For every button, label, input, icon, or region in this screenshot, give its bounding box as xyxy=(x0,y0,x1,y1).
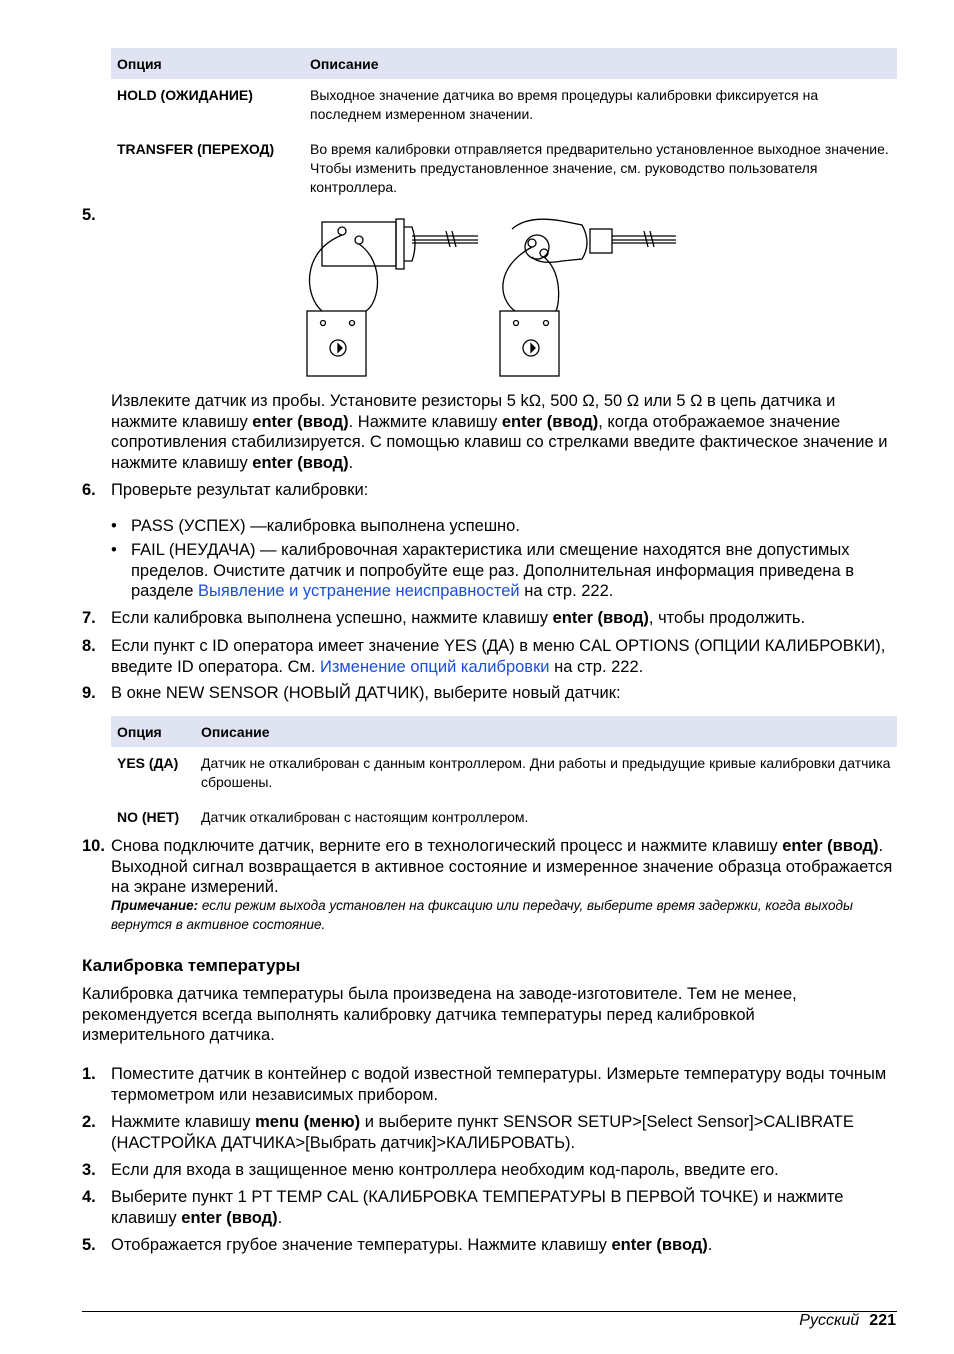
table-row xyxy=(111,133,897,206)
step-number: 2. xyxy=(82,1113,96,1131)
step-number: 9. xyxy=(82,684,96,702)
footer-divider xyxy=(82,1311,897,1312)
page-footer xyxy=(799,1312,896,1330)
table-header xyxy=(111,716,897,747)
step-9-text: В окне NEW SENSOR (НОВЫЙ ДАТЧИК), выберите новый датчик: xyxy=(111,684,621,702)
step-8-text: Если пункт с ID оператора имеет значение YES (ДА) в меню CAL OPTIONS (ОПЦИИ КАЛИБРОВКИ), введите ID оператора. См. Изменение опций калибровки на стр. 222. xyxy=(111,637,886,676)
bullet-fail: FAIL (НЕУДАЧА) — калибровочная характеристика или смещение находятся вне допустимых пределов. Очистите датчик и попробуйте еще раз. Дополнительная информация приведена в разделе Выявление и устранение неисправностей на стр. 222. xyxy=(131,541,855,600)
new-sensor-table xyxy=(111,716,897,836)
step-10-note: Примечание: если режим выхода установлен на фиксацию или передачу, выберите время задержки, когда выходы вернутся в активное состояние. xyxy=(111,898,853,932)
option-name: TRANSFER (ПЕРЕХОД) xyxy=(117,141,275,157)
probe-elbow-icon xyxy=(512,219,587,262)
step-number: 6. xyxy=(82,481,96,499)
table-row xyxy=(111,747,897,801)
step-6-text: Проверьте результат калибровки: xyxy=(111,481,369,499)
menu-key-label: menu (меню) xyxy=(255,1113,361,1131)
section-intro: Калибровка датчика температуры была произведена на заводе-изготовителе. Тем не менее, рекомендуется всегда выполнять калибровку датчика температуры перед калибровкой измерительного датчика. xyxy=(82,985,797,1044)
page-number: 221 xyxy=(869,1312,896,1329)
enter-key-label: enter (ввод) xyxy=(252,412,349,431)
section-heading: Калибровка температуры xyxy=(82,956,301,975)
enter-key-label: enter (ввод) xyxy=(782,837,879,855)
step-number: 3. xyxy=(82,1161,96,1179)
footer-language: Русский xyxy=(799,1312,860,1329)
step-7-text: Если калибровка выполнена успешно, нажмите клавишу enter (ввод), чтобы продолжить. xyxy=(111,609,806,627)
step-number: 10. xyxy=(82,837,105,855)
resistor-box-icon xyxy=(500,311,559,376)
note-label: Примечание: xyxy=(111,898,199,913)
option-description: Датчик не откалиброван с данным контроллером. Дни работы и предыдущие кривые калибровки датчика сброшены. xyxy=(201,755,891,790)
option-name: NO (НЕТ) xyxy=(117,809,180,825)
step-number: 1. xyxy=(82,1065,96,1083)
enter-key-label: enter (ввод) xyxy=(181,1208,278,1227)
header-description: Описание xyxy=(304,48,897,79)
option-description: Датчик откалиброван с настоящим контроллером. xyxy=(201,809,529,825)
step-number: 8. xyxy=(82,637,96,655)
option-description: Во время калибровки отправляется предварительно установленное выходное значение. Чтобы изменить предустановленное значение, см. руководство пользователя контроллера. xyxy=(310,141,889,195)
temp-step-4-text: Выберите пункт 1 PT TEMP CAL (КАЛИБРОВКА ТЕМПЕРАТУРЫ В ПЕРВОЙ ТОЧКЕ) и нажмите клавишу enter (ввод). xyxy=(111,1188,844,1227)
header-option: Опция xyxy=(111,48,304,79)
step-number: 4. xyxy=(82,1188,96,1206)
step-10-text: Снова подключите датчик, верните его в технологический процесс и нажмите клавишу enter (ввод). Выходной сигнал возвращается в активное состояние и измеренное значение образца отображается на экране измерений. xyxy=(111,837,893,896)
table-row xyxy=(111,79,897,133)
step-number: 7. xyxy=(82,609,96,627)
bullet-mark: • xyxy=(111,541,117,559)
enter-key-label: enter (ввод) xyxy=(252,453,349,472)
header-description: Описание xyxy=(195,716,897,747)
table-row xyxy=(111,801,897,836)
step-5-text: Извлеките датчик из пробы. Установите резисторы 5 kΩ, 500 Ω, 50 Ω или 5 Ω в цепь датчика и нажмите клавишу enter (ввод). Нажмите клавишу enter (ввод), когда отображаемое значение сопротивления стабилизируется. С помощью клавиш со стрелками введите фактическое значение и нажмите клавишу enter (ввод). xyxy=(111,392,888,472)
header-option: Опция xyxy=(111,716,195,747)
temp-step-5-text: Отображается грубое значение температуры. Нажмите клавишу enter (ввод). xyxy=(111,1236,713,1254)
bullet-pass: PASS (УСПЕХ) —калибровка выполнена успешно. xyxy=(131,517,520,535)
resistor-box-icon xyxy=(307,311,366,376)
cal-options-link[interactable]: Изменение опций калибровки xyxy=(320,657,550,676)
step-number: 5. xyxy=(82,1236,96,1254)
output-mode-table xyxy=(111,48,897,206)
enter-key-label: enter (ввод) xyxy=(611,1236,708,1254)
temp-step-2-text: Нажмите клавишу menu (меню) и выберите пункт SENSOR SETUP>[Select Sensor]>CALIBRATE (НАСТРОЙКА ДАТЧИКА>[Выбрать датчик]>КАЛИБРОВАТЬ). xyxy=(111,1113,854,1152)
resistor-connection-figure xyxy=(300,207,680,379)
option-name: YES (ДА) xyxy=(117,755,179,771)
troubleshooting-link[interactable]: Выявление и устранение неисправностей xyxy=(198,582,520,600)
table-header xyxy=(111,48,897,79)
option-description: Выходное значение датчика во время процедуры калибровки фиксируется на последнем измеренном значении. xyxy=(310,87,819,122)
bullet-mark: • xyxy=(111,517,117,535)
option-name: HOLD (ОЖИДАНИЕ) xyxy=(117,87,253,103)
step-number: 5. xyxy=(82,206,96,224)
enter-key-label: enter (ввод) xyxy=(552,609,649,627)
enter-key-label: enter (ввод) xyxy=(501,412,599,431)
temp-step-1-text: Поместите датчик в контейнер с водой известной температуры. Измерьте температуру воды точным термометром или независимых прибором. xyxy=(111,1065,887,1104)
temp-step-3-text: Если для входа в защищенное меню контроллера необходим код-пароль, введите его. xyxy=(111,1161,779,1179)
